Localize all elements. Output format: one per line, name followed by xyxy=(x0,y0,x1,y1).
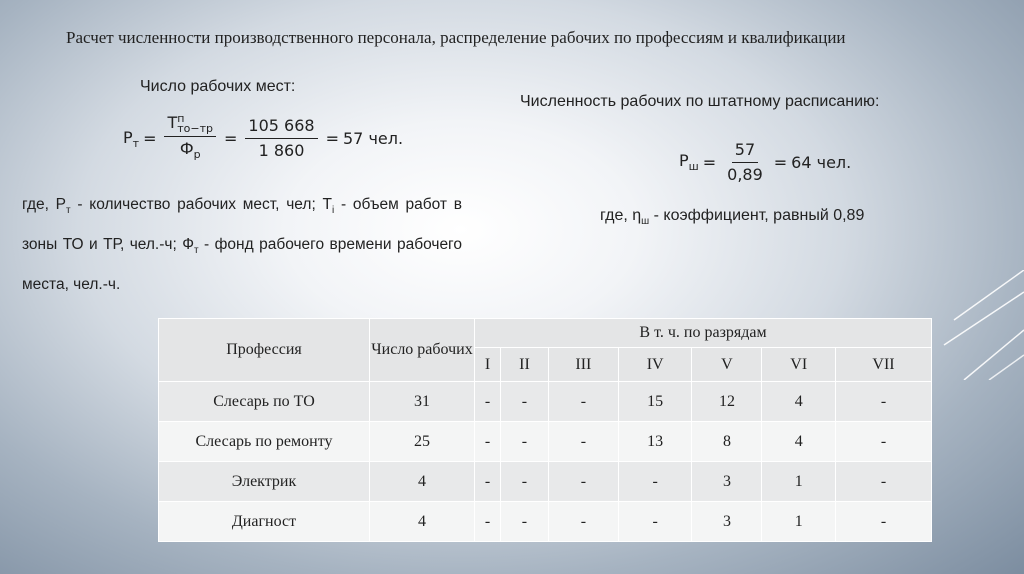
cell-profession: Электрик xyxy=(159,462,370,502)
staff-count-label: Численность рабочих по штатному расписанию: xyxy=(520,93,880,110)
cell-grade-2: - xyxy=(501,422,549,462)
cell-grade-7: - xyxy=(836,502,932,542)
cell-grade-2: - xyxy=(501,382,549,422)
formula-fraction: $\frac{57}{0,89}$ xyxy=(727,140,763,184)
cell-count: 4 xyxy=(370,462,475,502)
cell-count: 31 xyxy=(370,382,475,422)
formula-fraction-symbolic: Т п то−тр $Ф_р$ xyxy=(164,113,216,165)
cell-profession: Слесарь по ремонту xyxy=(159,422,370,462)
cell-count: 25 xyxy=(370,422,475,462)
cell-grade-4: - xyxy=(618,462,692,502)
header-count: Число рабочих xyxy=(370,319,475,382)
cell-grade-5: 12 xyxy=(692,382,762,422)
cell-grade-1: - xyxy=(475,422,501,462)
header-grade-3: III xyxy=(548,348,618,382)
cell-grade-1: - xyxy=(475,502,501,542)
cell-grade-5: 3 xyxy=(692,502,762,542)
formula-fraction-numeric: $\frac{105 668}{1 860}$ xyxy=(245,116,317,161)
table-row xyxy=(159,422,932,462)
formula-result: 57 чел. xyxy=(343,129,404,149)
cell-grade-7: - xyxy=(836,422,932,462)
header-grade-6: VI xyxy=(762,348,836,382)
cell-grade-7: - xyxy=(836,382,932,422)
cell-grade-7: - xyxy=(836,462,932,502)
table-row xyxy=(159,462,932,502)
workplaces-explanation: где, $Р_т$ - количество рабочих мест, чел; $Т_i$ - объем работ в зоны ТО и ТР, чел.-ч; $Ф_т$ - фонд рабочего времени рабочего места, чел.-ч. xyxy=(22,196,462,294)
cell-grade-4: - xyxy=(618,502,692,542)
workplaces-label: Число рабочих мест: xyxy=(140,78,296,95)
staff-count-formula: $Р_ш$ = $\frac{57}{0,89}$ = 64 чел. xyxy=(679,140,852,184)
cell-grade-6: 1 xyxy=(762,502,836,542)
staff-distribution-table xyxy=(158,318,932,542)
formula-result: 64 чел. xyxy=(791,153,852,172)
header-grade-5: V xyxy=(692,348,762,382)
cell-grade-5: 8 xyxy=(692,422,762,462)
header-grade-2: II xyxy=(501,348,549,382)
cell-grade-6: 1 xyxy=(762,462,836,502)
header-grade-4: IV xyxy=(618,348,692,382)
cell-grade-5: 3 xyxy=(692,462,762,502)
table-row xyxy=(159,502,932,542)
coefficient-explanation: где, $\eta_ш$ - коэффициент, равный 0,89 xyxy=(600,207,865,228)
cell-grade-1: - xyxy=(475,382,501,422)
slide-title: Расчет численности производственного персонала, распределение рабочих по профессиям и квалификации xyxy=(66,28,846,47)
header-grades-group: В т. ч. по разрядам xyxy=(475,319,932,348)
cell-grade-4: 13 xyxy=(618,422,692,462)
cell-grade-3: - xyxy=(548,462,618,502)
table-row xyxy=(159,382,932,422)
cell-grade-4: 15 xyxy=(618,382,692,422)
cell-profession: Диагност xyxy=(159,502,370,542)
cell-grade-6: 4 xyxy=(762,382,836,422)
decorative-lines xyxy=(934,270,1024,380)
cell-grade-1: - xyxy=(475,462,501,502)
cell-grade-3: - xyxy=(548,502,618,542)
cell-count: 4 xyxy=(370,502,475,542)
formula-lhs: $Р_ш$ xyxy=(679,151,699,174)
cell-grade-2: - xyxy=(501,462,549,502)
formula-lhs: $Р_т$ xyxy=(123,127,140,150)
workplaces-formula: $Р_т$ = Т п то−тр $Ф_р$ = $\frac{105 668}{1 860}$ = 57 чел. xyxy=(123,113,403,165)
cell-grade-3: - xyxy=(548,382,618,422)
header-profession: Профессия xyxy=(159,319,370,382)
cell-grade-2: - xyxy=(501,502,549,542)
header-grade-1: I xyxy=(475,348,501,382)
cell-grade-3: - xyxy=(548,422,618,462)
cell-profession: Слесарь по ТО xyxy=(159,382,370,422)
header-grade-7: VII xyxy=(836,348,932,382)
cell-grade-6: 4 xyxy=(762,422,836,462)
